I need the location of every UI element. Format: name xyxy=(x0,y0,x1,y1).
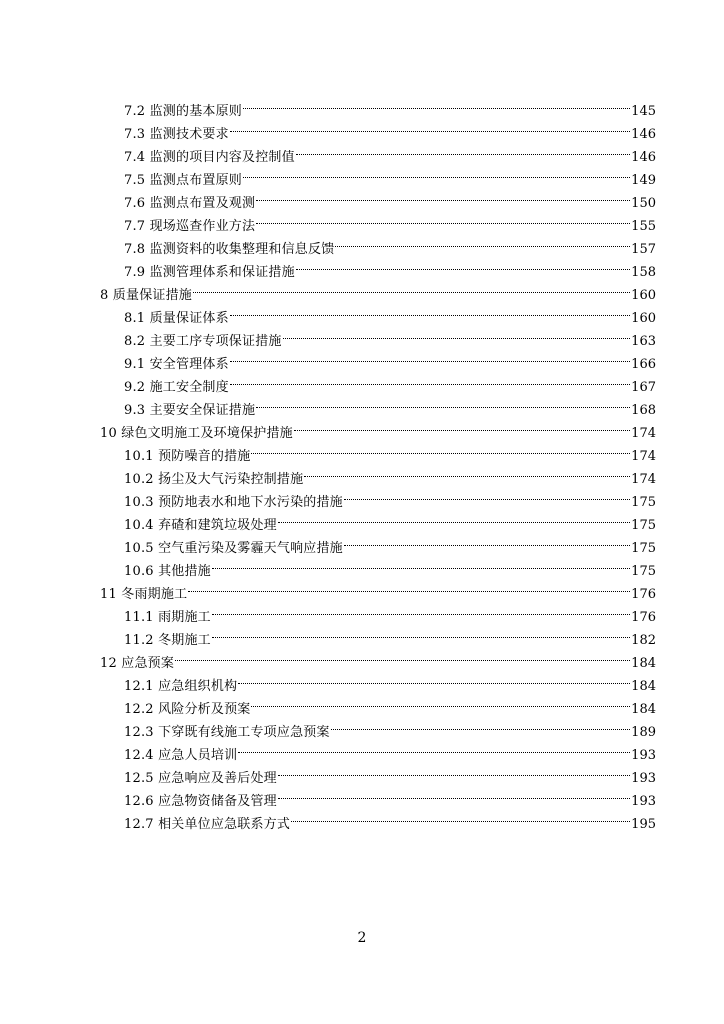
toc-entry-page: 175 xyxy=(631,518,656,533)
dot-leader xyxy=(278,759,630,782)
toc-entry-title: 9.1 安全管理体系 xyxy=(124,357,229,372)
dot-leader xyxy=(238,667,630,690)
toc-entry-page: 193 xyxy=(631,748,656,763)
toc-entry-title: 10.6 其他措施 xyxy=(124,564,211,579)
toc-entry-title: 7.7 现场巡查作业方法 xyxy=(124,219,256,234)
dot-leader xyxy=(212,621,630,644)
toc-entry-page: 149 xyxy=(631,173,656,188)
dot-leader xyxy=(238,736,630,759)
toc-entry-page: 167 xyxy=(631,380,656,395)
dot-leader xyxy=(291,805,630,828)
toc-entry-page: 175 xyxy=(631,564,656,579)
dot-leader xyxy=(256,207,630,230)
toc-entry-page: 146 xyxy=(631,127,656,142)
dot-leader xyxy=(193,276,630,299)
toc-entry-title: 7.8 监测资料的收集整理和信息反馈 xyxy=(124,242,335,257)
dot-leader xyxy=(175,644,630,667)
toc-entry-page: 155 xyxy=(631,219,656,234)
dot-leader xyxy=(296,138,630,161)
toc-entry-page: 157 xyxy=(631,242,656,257)
dot-leader xyxy=(212,552,630,575)
page-number: 2 xyxy=(357,930,367,946)
toc-entry-title: 7.5 监测点布置原则 xyxy=(124,173,243,188)
toc-entry[interactable] xyxy=(100,92,656,119)
toc-entry-title: 12.7 相关单位应急联系方式 xyxy=(124,817,291,832)
toc-entry-title: 9.3 主要安全保证措施 xyxy=(124,403,256,418)
toc-entry-page: 195 xyxy=(631,817,656,832)
toc-entry-title: 8.1 质量保证体系 xyxy=(124,311,229,326)
dot-leader xyxy=(230,299,630,322)
dot-leader xyxy=(251,437,630,460)
toc-entry-title: 10.4 弃碴和建筑垃圾处理 xyxy=(124,518,277,533)
toc-entry-page: 175 xyxy=(631,541,656,556)
toc-entry-title: 11 冬雨期施工 xyxy=(100,587,188,602)
dot-leader xyxy=(188,575,630,598)
toc-entry-title: 10.1 预防噪音的措施 xyxy=(124,449,251,464)
toc-entry-title: 11.2 冬期施工 xyxy=(124,633,211,648)
toc-entry-title: 12 应急预案 xyxy=(100,656,175,671)
toc-entry-page: 168 xyxy=(631,403,656,418)
toc-entry-page: 166 xyxy=(631,357,656,372)
toc-entry-page: 184 xyxy=(631,656,656,671)
toc-entry-page: 146 xyxy=(631,150,656,165)
dot-leader xyxy=(335,230,630,253)
dot-leader xyxy=(294,414,630,437)
toc-entry-title: 10.3 预防地表水和地下水污染的措施 xyxy=(124,495,343,510)
toc-entry-page: 182 xyxy=(631,633,656,648)
toc-entry-title: 7.6 监测点布置及观测 xyxy=(124,196,256,211)
table-of-contents xyxy=(100,92,656,832)
toc-entry-title: 11.1 雨期施工 xyxy=(124,610,211,625)
toc-entry-title: 7.3 监测技术要求 xyxy=(124,127,229,142)
dot-leader xyxy=(230,345,630,368)
dot-leader xyxy=(212,598,630,621)
dot-leader xyxy=(296,253,630,276)
dot-leader xyxy=(251,690,630,713)
toc-entry-page: 174 xyxy=(631,472,656,487)
dot-leader xyxy=(230,368,630,391)
toc-entry-page: 160 xyxy=(631,288,656,303)
toc-entry-title: 12.6 应急物资储备及管理 xyxy=(124,794,277,809)
dot-leader xyxy=(278,506,630,529)
toc-entry-page: 158 xyxy=(631,265,656,280)
toc-entry-page: 193 xyxy=(631,794,656,809)
toc-entry[interactable] xyxy=(100,644,656,671)
dot-leader xyxy=(230,115,630,138)
toc-entry-page: 176 xyxy=(631,587,656,602)
toc-entry-title: 9.2 施工安全制度 xyxy=(124,380,229,395)
toc-entry-title: 7.9 监测管理体系和保证措施 xyxy=(124,265,295,280)
toc-entry-title: 12.3 下穿既有线施工专项应急预案 xyxy=(124,725,330,740)
dot-leader xyxy=(304,460,630,483)
toc-entry-title: 7.2 监测的基本原则 xyxy=(124,104,243,119)
dot-leader xyxy=(344,529,630,552)
toc-entry-page: 174 xyxy=(631,449,656,464)
toc-entry-page: 174 xyxy=(631,426,656,441)
toc-entry-page: 160 xyxy=(631,311,656,326)
toc-entry-page: 175 xyxy=(631,495,656,510)
toc-entry-page: 184 xyxy=(631,679,656,694)
toc-entry-page: 150 xyxy=(631,196,656,211)
dot-leader xyxy=(283,322,631,345)
toc-entry-page: 176 xyxy=(631,610,656,625)
toc-entry[interactable] xyxy=(100,667,656,694)
toc-entry-title: 8.2 主要工序专项保证措施 xyxy=(124,334,282,349)
dot-leader xyxy=(243,161,630,184)
dot-leader xyxy=(256,184,630,207)
toc-entry-title: 7.4 监测的项目内容及控制值 xyxy=(124,150,295,165)
toc-entry-page: 184 xyxy=(631,702,656,717)
toc-entry-title: 12.2 风险分析及预案 xyxy=(124,702,251,717)
dot-leader xyxy=(243,92,630,115)
toc-entry-page: 189 xyxy=(631,725,656,740)
dot-leader xyxy=(344,483,630,506)
toc-entry-title: 12.4 应急人员培训 xyxy=(124,748,238,763)
toc-entry-title: 10.2 扬尘及大气污染控制措施 xyxy=(124,472,304,487)
toc-entry-title: 12.1 应急组织机构 xyxy=(124,679,238,694)
toc-entry-title: 8 质量保证措施 xyxy=(100,288,193,303)
toc-entry-title: 10 绿色文明施工及环境保护措施 xyxy=(100,426,293,441)
dot-leader xyxy=(278,782,630,805)
toc-entry-title: 10.5 空气重污染及雾霾天气响应措施 xyxy=(124,541,343,556)
toc-entry-title: 12.5 应急响应及善后处理 xyxy=(124,771,277,786)
toc-entry-page: 145 xyxy=(631,104,656,119)
toc-entry-page: 163 xyxy=(631,334,656,349)
dot-leader xyxy=(331,713,630,736)
toc-entry-page: 193 xyxy=(631,771,656,786)
dot-leader xyxy=(256,391,630,414)
